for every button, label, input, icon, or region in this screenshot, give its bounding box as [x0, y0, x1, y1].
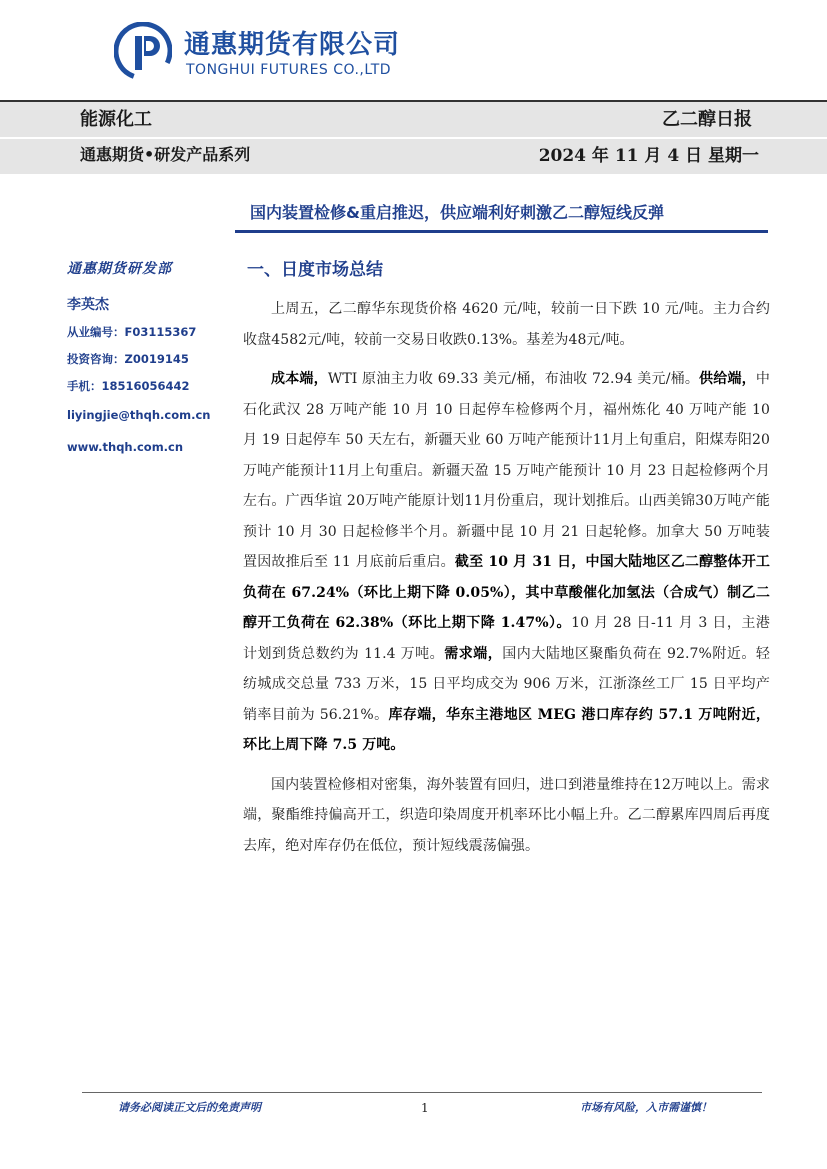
sidebar [67, 258, 227, 454]
demand-text: 国内大陆地区聚酯负荷在 92.7%附近。轻纺城成交总量 733 万米，15 日平均成交为 906 万米，江浙涤丝工厂 15 日平均产销率目前为 56.21%。 [243, 645, 770, 723]
analyst-name: 李英杰 [67, 297, 109, 313]
logo-company-cn: 通惠期货有限公司 [184, 30, 401, 60]
phone-number: 手机：18516056442 [67, 379, 190, 393]
headline-rule [235, 230, 768, 233]
paragraph-outlook: 国内装置检修相对密集，海外装置有回归，进口到港量维持在12万吨以上。需求端，聚酯维持偏高开工，织造印染周度开机率环比小幅上升。乙二醇累库四周后再度去库，绝对库存仍在低位，预计短线震荡偏强。 [243, 776, 770, 854]
supply-text: 中石化武汉 28 万吨产能 10 月 10 日起停车检修两个月，福州炼化 40 万吨产能 10 月 19 日起停车 50 天左右，新疆天业 60 万吨产能预计11月上旬重启，阳煤寿阳20万吨产能预计11月上旬重启。新疆天盈 15 万吨产能预计 10 月 23 日起检修两个月左右。广西华谊 20万吨产能原计划11月份重启，现计划推后。山西美锦30万吨产能预计 10 月 30 日起检修半个月。新疆中昆 10 月 21 日起轮修。加拿大 50 万吨装置因故推后至 11 月底前后重启。 [243, 371, 770, 570]
practice-number: 从业编号：F03115367 [67, 325, 197, 339]
series-label: 通惠期货•研发产品系列 [80, 145, 251, 164]
footer-rule [82, 1092, 762, 1093]
consult-number: 投资咨询：Z0019145 [67, 352, 189, 366]
cost-text: WTI 原油主力收 69.33 美元/桶，布油收 72.94 美元/桶。 [327, 371, 700, 387]
page-number: 1 [421, 1101, 429, 1115]
port-arrival-text: 10 月 28 日-11 月 3 日，主港计划到货总数约为 11.4 万吨。 [243, 615, 770, 662]
supply-load-bold: 截至 10 月 31 日，中国大陆地区乙二醇整体开工负荷在 67.24%（环比上期下降 0.05%），其中草酸催化加氢法（合成气）制乙二醇开工负荷在 62.38%（环比上期下降 1.47%）。 [243, 554, 771, 631]
website-link[interactable]: www.thqh.com.cn [67, 440, 184, 454]
inventory-bold: 库存端，华东主港地区 MEG 港口库存约 57.1 万吨附近，环比上周下降 7.5 万吨。 [243, 706, 770, 753]
sector-label: 能源化工 [80, 109, 152, 130]
email-link[interactable]: liyingjie@thqh.com.cn [67, 408, 211, 422]
report-name: 乙二醇日报 [662, 109, 752, 130]
paragraph-price-summary: 上周五，乙二醇华东现货价格 4620 元/吨，较前一日下跌 10 元/吨。主力合约收盘4582元/吨，较前一交易日收跌0.13%。基差为48元/吨。 [243, 301, 770, 348]
logo-mark-icon [114, 22, 172, 80]
report-headline: 国内装置检修&重启推迟，供应端利好刺激乙二醇短线反弹 [250, 203, 664, 222]
department-name: 通惠期货研发部 [67, 261, 172, 277]
disclaimer-note: 请务必阅读正文后的免责声明 [118, 1101, 261, 1114]
report-date: 2024 年 11 月 4 日 星期一 [538, 146, 759, 166]
risk-warning: 市场有风险，入市需谨慎！ [580, 1101, 712, 1114]
logo-company-en: TONGHUI FUTURES CO.,LTD [186, 62, 392, 78]
supply-label: 供给端， [699, 371, 756, 387]
company-logo [114, 22, 414, 84]
section-title: 一、日度市场总结 [247, 260, 383, 280]
demand-label: 需求端， [444, 645, 503, 662]
header-band-separator [0, 137, 827, 139]
cost-label: 成本端， [271, 371, 328, 387]
paragraph-fundamentals [243, 364, 770, 761]
main-content [243, 255, 770, 870]
header-band [0, 100, 827, 174]
